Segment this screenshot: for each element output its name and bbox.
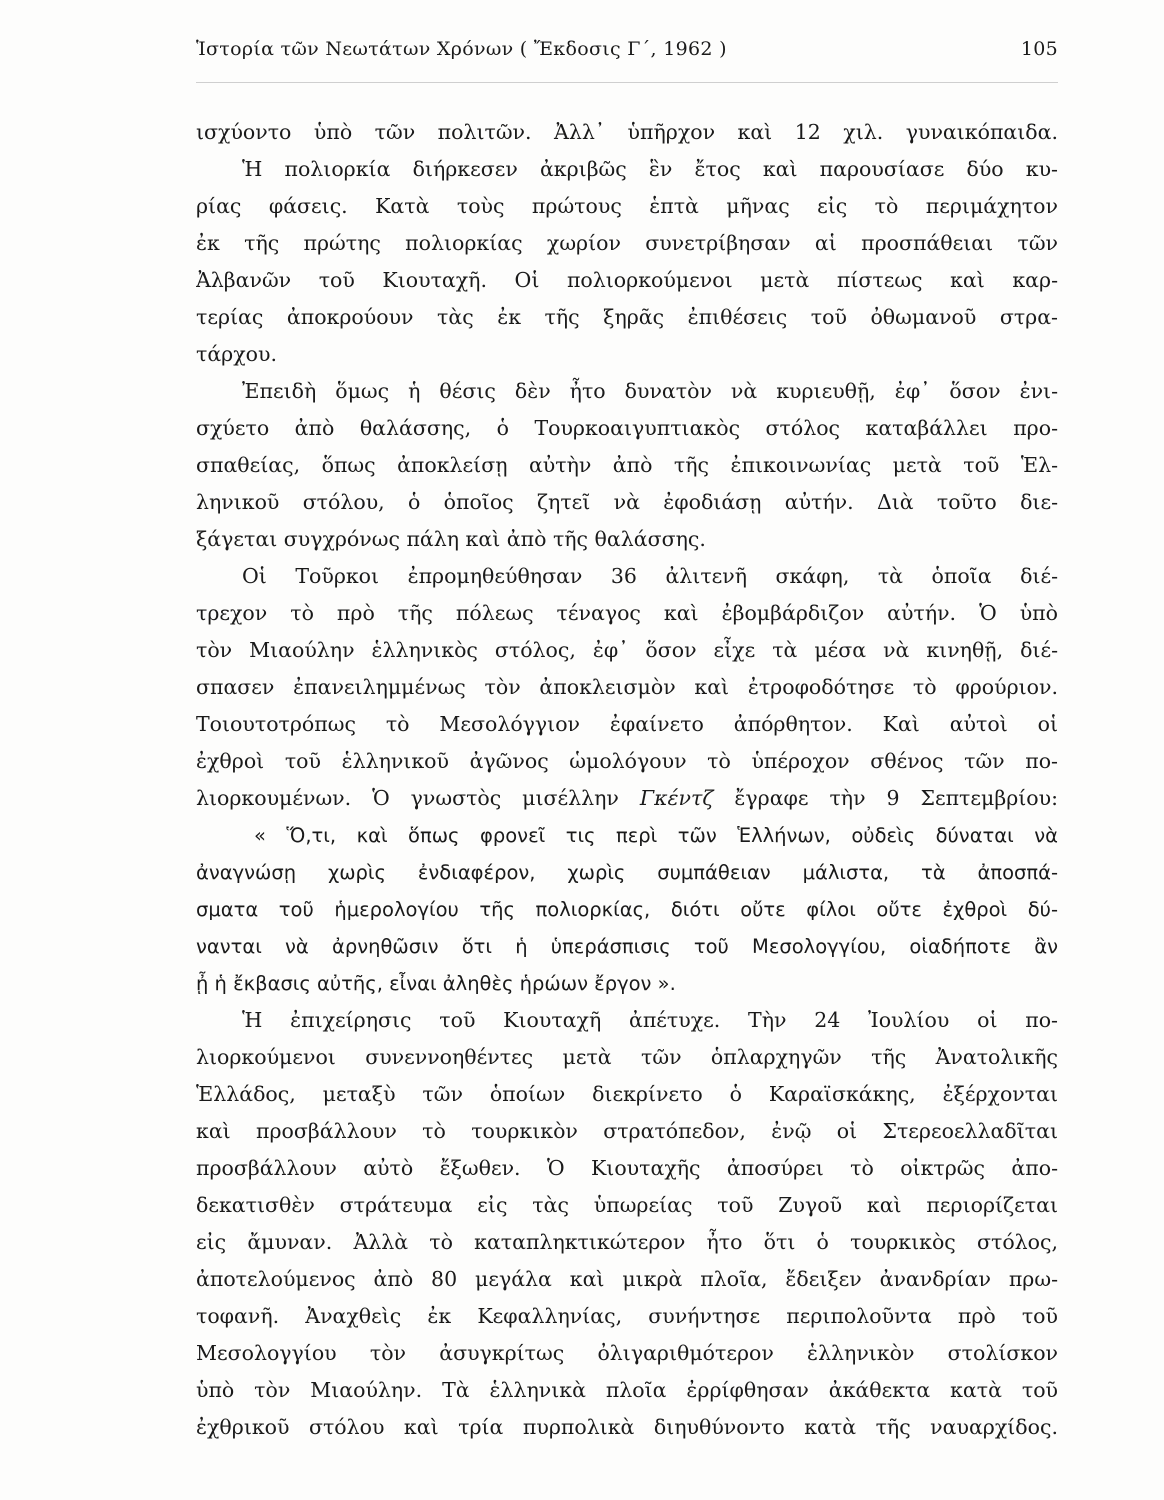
text-line: εἰς ἄμυναν. Ἀλλὰ τὸ καταπληκτικώτερον ἦτο ὅτι ὁ τουρκικὸς στόλος, bbox=[196, 1230, 1058, 1254]
text-line: Ἑλλάδος, μεταξὺ τῶν ὁποίων διεκρίνετο ὁ Καραϊσκάκης, ἐξέρχονται bbox=[196, 1082, 1058, 1106]
text-line: ρίας φάσεις. Κατὰ τοὺς πρώτους ἑπτὰ μῆνας εἰς τὸ περιμάχητον bbox=[196, 194, 1058, 218]
text-line-with-name bbox=[196, 780, 1058, 817]
quote-line: νανται νὰ ἀρνηθῶσιν ὅτι ἡ ὑπεράσπισις τοῦ Μεσολογγίου, οἱαδήποτε ἂν bbox=[196, 935, 1058, 958]
quote-line: ἀναγνώσῃ χωρὶς ἐνδιαφέρον, χωρὶς συμπάθειαν μάλιστα, τὰ ἀποσπά- bbox=[196, 861, 1058, 884]
text-line: ἐχθρικοῦ στόλου καὶ τρία πυρπολικὰ διηυθύνοντο κατὰ τῆς ναυαρχίδος. bbox=[196, 1415, 1058, 1439]
text-line: Τοιουτοτρόπως τὸ Μεσολόγγιον ἐφαίνετο ἀπόρθητον. Καὶ αὐτοὶ οἱ bbox=[196, 712, 1058, 736]
body-text bbox=[196, 114, 1058, 1446]
quote-line: σματα τοῦ ἡμερολογίου τῆς πολιορκίας, διότι οὔτε φίλοι οὔτε ἐχθροὶ δύ- bbox=[196, 898, 1058, 921]
text-segment: ἔγραφε τὴν 9 Σεπτεμβρίου: bbox=[734, 786, 1058, 810]
text-line: ληνικοῦ στόλου, ὁ ὁποῖος ζητεῖ νὰ ἐφοδιάσῃ αὐτήν. Διὰ τοῦτο διε- bbox=[196, 490, 1058, 514]
running-title: Ἱστορία τῶν Νεωτάτων Χρόνων ( Ἔκδοσις Γ΄, 1962 ) bbox=[196, 38, 727, 60]
text-line: Μεσολογγίου τὸν ἀσυγκρίτως ὀλιγαριθμότερον ἑλληνικὸν στολίσκον bbox=[196, 1341, 1058, 1365]
text-line: Οἱ Τοῦρκοι ἐπρομηθεύθησαν 36 ἀλιτενῆ σκάφη, τὰ ὁποῖα διέ- bbox=[242, 564, 1058, 588]
text-line: σχύετο ἀπὸ θαλάσσης, ὁ Τουρκοαιγυπτιακὸς στόλος καταβάλλει προ- bbox=[196, 416, 1058, 440]
quote-line: ᾖ ἡ ἔκβασις αὐτῆς, εἶναι ἀληθὲς ἡρώων ἔργον ». bbox=[196, 972, 676, 995]
text-line: ἀποτελούμενος ἀπὸ 80 μεγάλα καὶ μικρὰ πλοῖα, ἔδειξεν ἀνανδρίαν πρω- bbox=[196, 1267, 1058, 1291]
text-line: Ἐπειδὴ ὅμως ἡ θέσις δὲν ἦτο δυνατὸν νὰ κυριευθῇ, ἐφ᾽ ὅσον ἐνι- bbox=[242, 379, 1058, 403]
text-line: τοφανῆ. Ἀναχθεὶς ἐκ Κεφαλληνίας, συνήντησε περιπολοῦντα πρὸ τοῦ bbox=[196, 1304, 1058, 1328]
text-line: ξάγεται συγχρόνως πάλη καὶ ἀπὸ τῆς θαλάσσης. bbox=[196, 527, 706, 551]
header-divider bbox=[196, 82, 1058, 83]
quote-line: « Ὅ,τι, καὶ ὅπως φρονεῖ τις περὶ τῶν Ἑλλήνων, οὐδεὶς δύναται νὰ bbox=[254, 824, 1058, 847]
text-line: τάρχου. bbox=[196, 342, 277, 366]
text-line: Ἡ πολιορκία διήρκεσεν ἀκριβῶς ἓν ἔτος καὶ παρουσίασε δύο κυ- bbox=[242, 157, 1058, 181]
text-line: Ἡ ἐπιχείρησις τοῦ Κιουταχῆ ἀπέτυχε. Τὴν 24 Ἰουλίου οἱ πο- bbox=[242, 1008, 1058, 1032]
text-line: ὑπὸ τὸν Μιαούλην. Τὰ ἑλληνικὰ πλοῖα ἐρρίφθησαν ἀκάθεκτα κατὰ τοῦ bbox=[196, 1378, 1058, 1402]
text-segment: λιορκουμένων. Ὁ γνωστὸς μισέλλην bbox=[196, 786, 619, 810]
text-line: ἐκ τῆς πρώτης πολιορκίας χωρίον συνετρίβησαν αἱ προσπάθειαι τῶν bbox=[196, 231, 1058, 255]
text-line: καὶ προσβάλλουν τὸ τουρκικὸν στρατόπεδον, ἐνῷ οἱ Στερεοελλαδῖται bbox=[196, 1119, 1058, 1143]
text-line: σπαθείας, ὅπως ἀποκλείσῃ αὐτὴν ἀπὸ τῆς ἐπικοινωνίας μετὰ τοῦ Ἑλ- bbox=[196, 453, 1058, 477]
text-line: Ἀλβανῶν τοῦ Κιουταχῆ. Οἱ πολιορκούμενοι μετὰ πίστεως καὶ καρ- bbox=[196, 268, 1058, 292]
text-line: λιορκούμενοι συνεννοηθέντες μετὰ τῶν ὁπλαρχηγῶν τῆς Ἀνατολικῆς bbox=[196, 1045, 1058, 1069]
running-header bbox=[196, 38, 1058, 72]
person-name: Γκέντζ bbox=[639, 786, 714, 810]
text-line: τερίας ἀποκρούουν τὰς ἐκ τῆς ξηρᾶς ἐπιθέσεις τοῦ ὀθωμανοῦ στρα- bbox=[196, 305, 1058, 329]
text-line: σπασεν ἐπανειλημμένως τὸν ἀποκλεισμὸν καὶ ἐτροφοδότησε τὸ φρούριον. bbox=[196, 675, 1058, 699]
text-line: προσβάλλουν αὐτὸ ἔξωθεν. Ὁ Κιουταχῆς ἀποσύρει τὸ οἰκτρῶς ἀπο- bbox=[196, 1156, 1058, 1180]
text-line: τρεχον τὸ πρὸ τῆς πόλεως τέναγος καὶ ἐβομβάρδιζον αὐτήν. Ὁ ὑπὸ bbox=[196, 601, 1058, 625]
text-line: ἐχθροὶ τοῦ ἑλληνικοῦ ἀγῶνος ὡμολόγουν τὸ ὑπέροχον σθένος τῶν πο- bbox=[196, 749, 1058, 773]
page-number: 105 bbox=[1020, 38, 1058, 60]
text-line: ισχύοντο ὑπὸ τῶν πολιτῶν. Ἀλλ᾽ ὑπῆρχον καὶ 12 χιλ. γυναικόπαιδα. bbox=[196, 120, 1058, 144]
text-line: δεκατισθὲν στράτευμα εἰς τὰς ὑπωρείας τοῦ Ζυγοῦ καὶ περιορίζεται bbox=[196, 1193, 1058, 1217]
text-line: τὸν Μιαούλην ἑλληνικὸς στόλος, ἐφ᾽ ὅσον εἶχε τὰ μέσα νὰ κινηθῇ, διέ- bbox=[196, 638, 1058, 662]
